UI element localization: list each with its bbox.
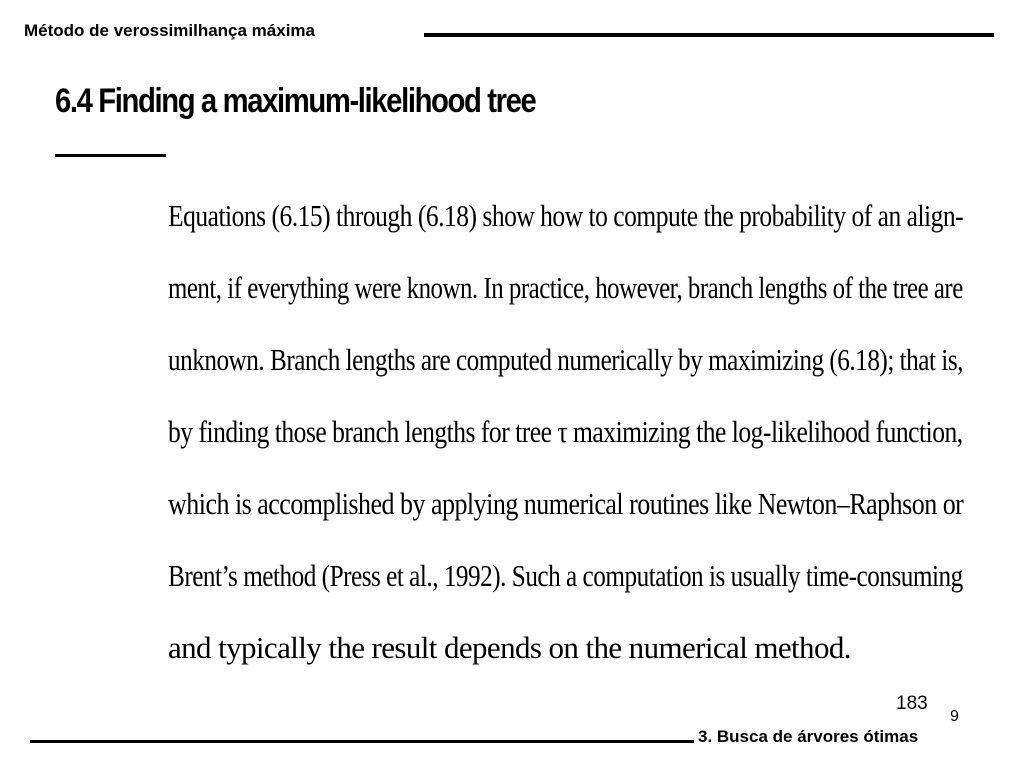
book-section-heading: 6.4 Finding a maximum-likelihood tree bbox=[55, 82, 536, 120]
header-title: Método de verossimilhança máxima bbox=[24, 21, 315, 40]
paragraph-line: and typically the result depends on the numerical method. bbox=[168, 630, 851, 665]
footer-rule bbox=[30, 740, 694, 743]
book-page-number: 183 bbox=[896, 693, 928, 714]
slide-number: 9 bbox=[950, 708, 959, 725]
heading-rule bbox=[55, 154, 166, 157]
paragraph-line: ment, if everything were known. In practice, however, branch lengths of the tree are bbox=[168, 270, 963, 305]
footer-title: 3. Busca de árvores ótimas bbox=[698, 727, 919, 746]
paragraph-line: by finding those branch lengths for tree τ maximizing the log-likelihood function, bbox=[168, 414, 963, 449]
header-rule bbox=[424, 33, 994, 37]
paragraph-line: Equations (6.15) through (6.18) show how to compute the probability of an align- bbox=[168, 198, 964, 233]
paragraph-line: which is accomplished by applying numerical routines like Newton–Raphson or bbox=[168, 486, 964, 521]
book-paragraph bbox=[168, 190, 963, 694]
paragraph-line: Brent’s method (Press et al., 1992). Such a computation is usually time-consuming bbox=[168, 558, 963, 593]
paragraph-line: unknown. Branch lengths are computed numerically by maximizing (6.18); that is, bbox=[168, 342, 963, 377]
